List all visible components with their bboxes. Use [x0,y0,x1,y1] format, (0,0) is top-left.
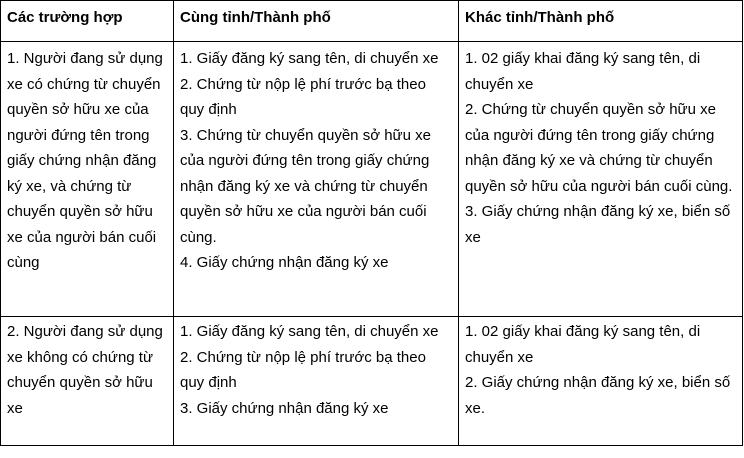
other-province-cell [459,317,743,446]
requirement-item: 2. Giấy chứng nhận đăng ký xe, biển số xe. [465,374,731,417]
other-province-cell [459,42,743,317]
requirement-item: 3. Giấy chứng nhận đăng ký xe, biển số xe [465,203,731,246]
requirement-item: 3. Giấy chứng nhận đăng ký xe [180,399,389,417]
requirement-item: 2. Chứng từ chuyển quyền sở hữu xe của người đứng tên trong giấy chứng nhận đăng ký xe và chứng từ chuyển quyền sở hữu của người bán cuối cùng. [465,101,733,195]
same-province-cell [174,317,459,446]
requirement-item: 3. Chứng từ chuyển quyền sở hữu xe của người đứng tên trong giấy chứng nhận đăng ký xe và chứng từ chuyển quyền sở hữu xe của người bán cuối cùng. [180,126,431,246]
table-row [1,42,743,317]
header-other-province: Khác tỉnh/Thành phố [459,1,743,42]
header-same-province: Cùng tỉnh/Thành phố [174,1,459,42]
requirement-item: 2. Chứng từ nộp lệ phí trước bạ theo quy định [180,348,426,391]
requirement-item: 4. Giấy chứng nhận đăng ký xe [180,254,389,271]
same-province-cell [174,42,459,317]
header-cases: Các trường hợp [1,1,174,42]
header-row [1,1,743,42]
requirement-item: 2. Chứng từ nộp lệ phí trước bạ theo quy định [180,75,426,118]
requirement-item: 1. Giấy đăng ký sang tên, di chuyển xe [180,50,439,67]
case-cell: 1. Người đang sử dụng xe có chứng từ chuyển quyền sở hữu xe của người đứng tên trong giấy chứng nhận đăng ký xe, và chứng từ chuyển quyền sở hữu xe của người bán cuối cùng [1,42,174,317]
requirement-item: 1. 02 giấy khai đăng ký sang tên, di chuyển xe [465,323,701,366]
table-row [1,317,743,446]
case-cell: 2. Người đang sử dụng xe không có chứng từ chuyển quyền sở hữu xe [1,317,174,446]
requirement-item: 1. Giấy đăng ký sang tên, di chuyển xe [180,323,439,340]
requirement-item: 1. 02 giấy khai đăng ký sang tên, di chuyển xe [465,50,701,93]
